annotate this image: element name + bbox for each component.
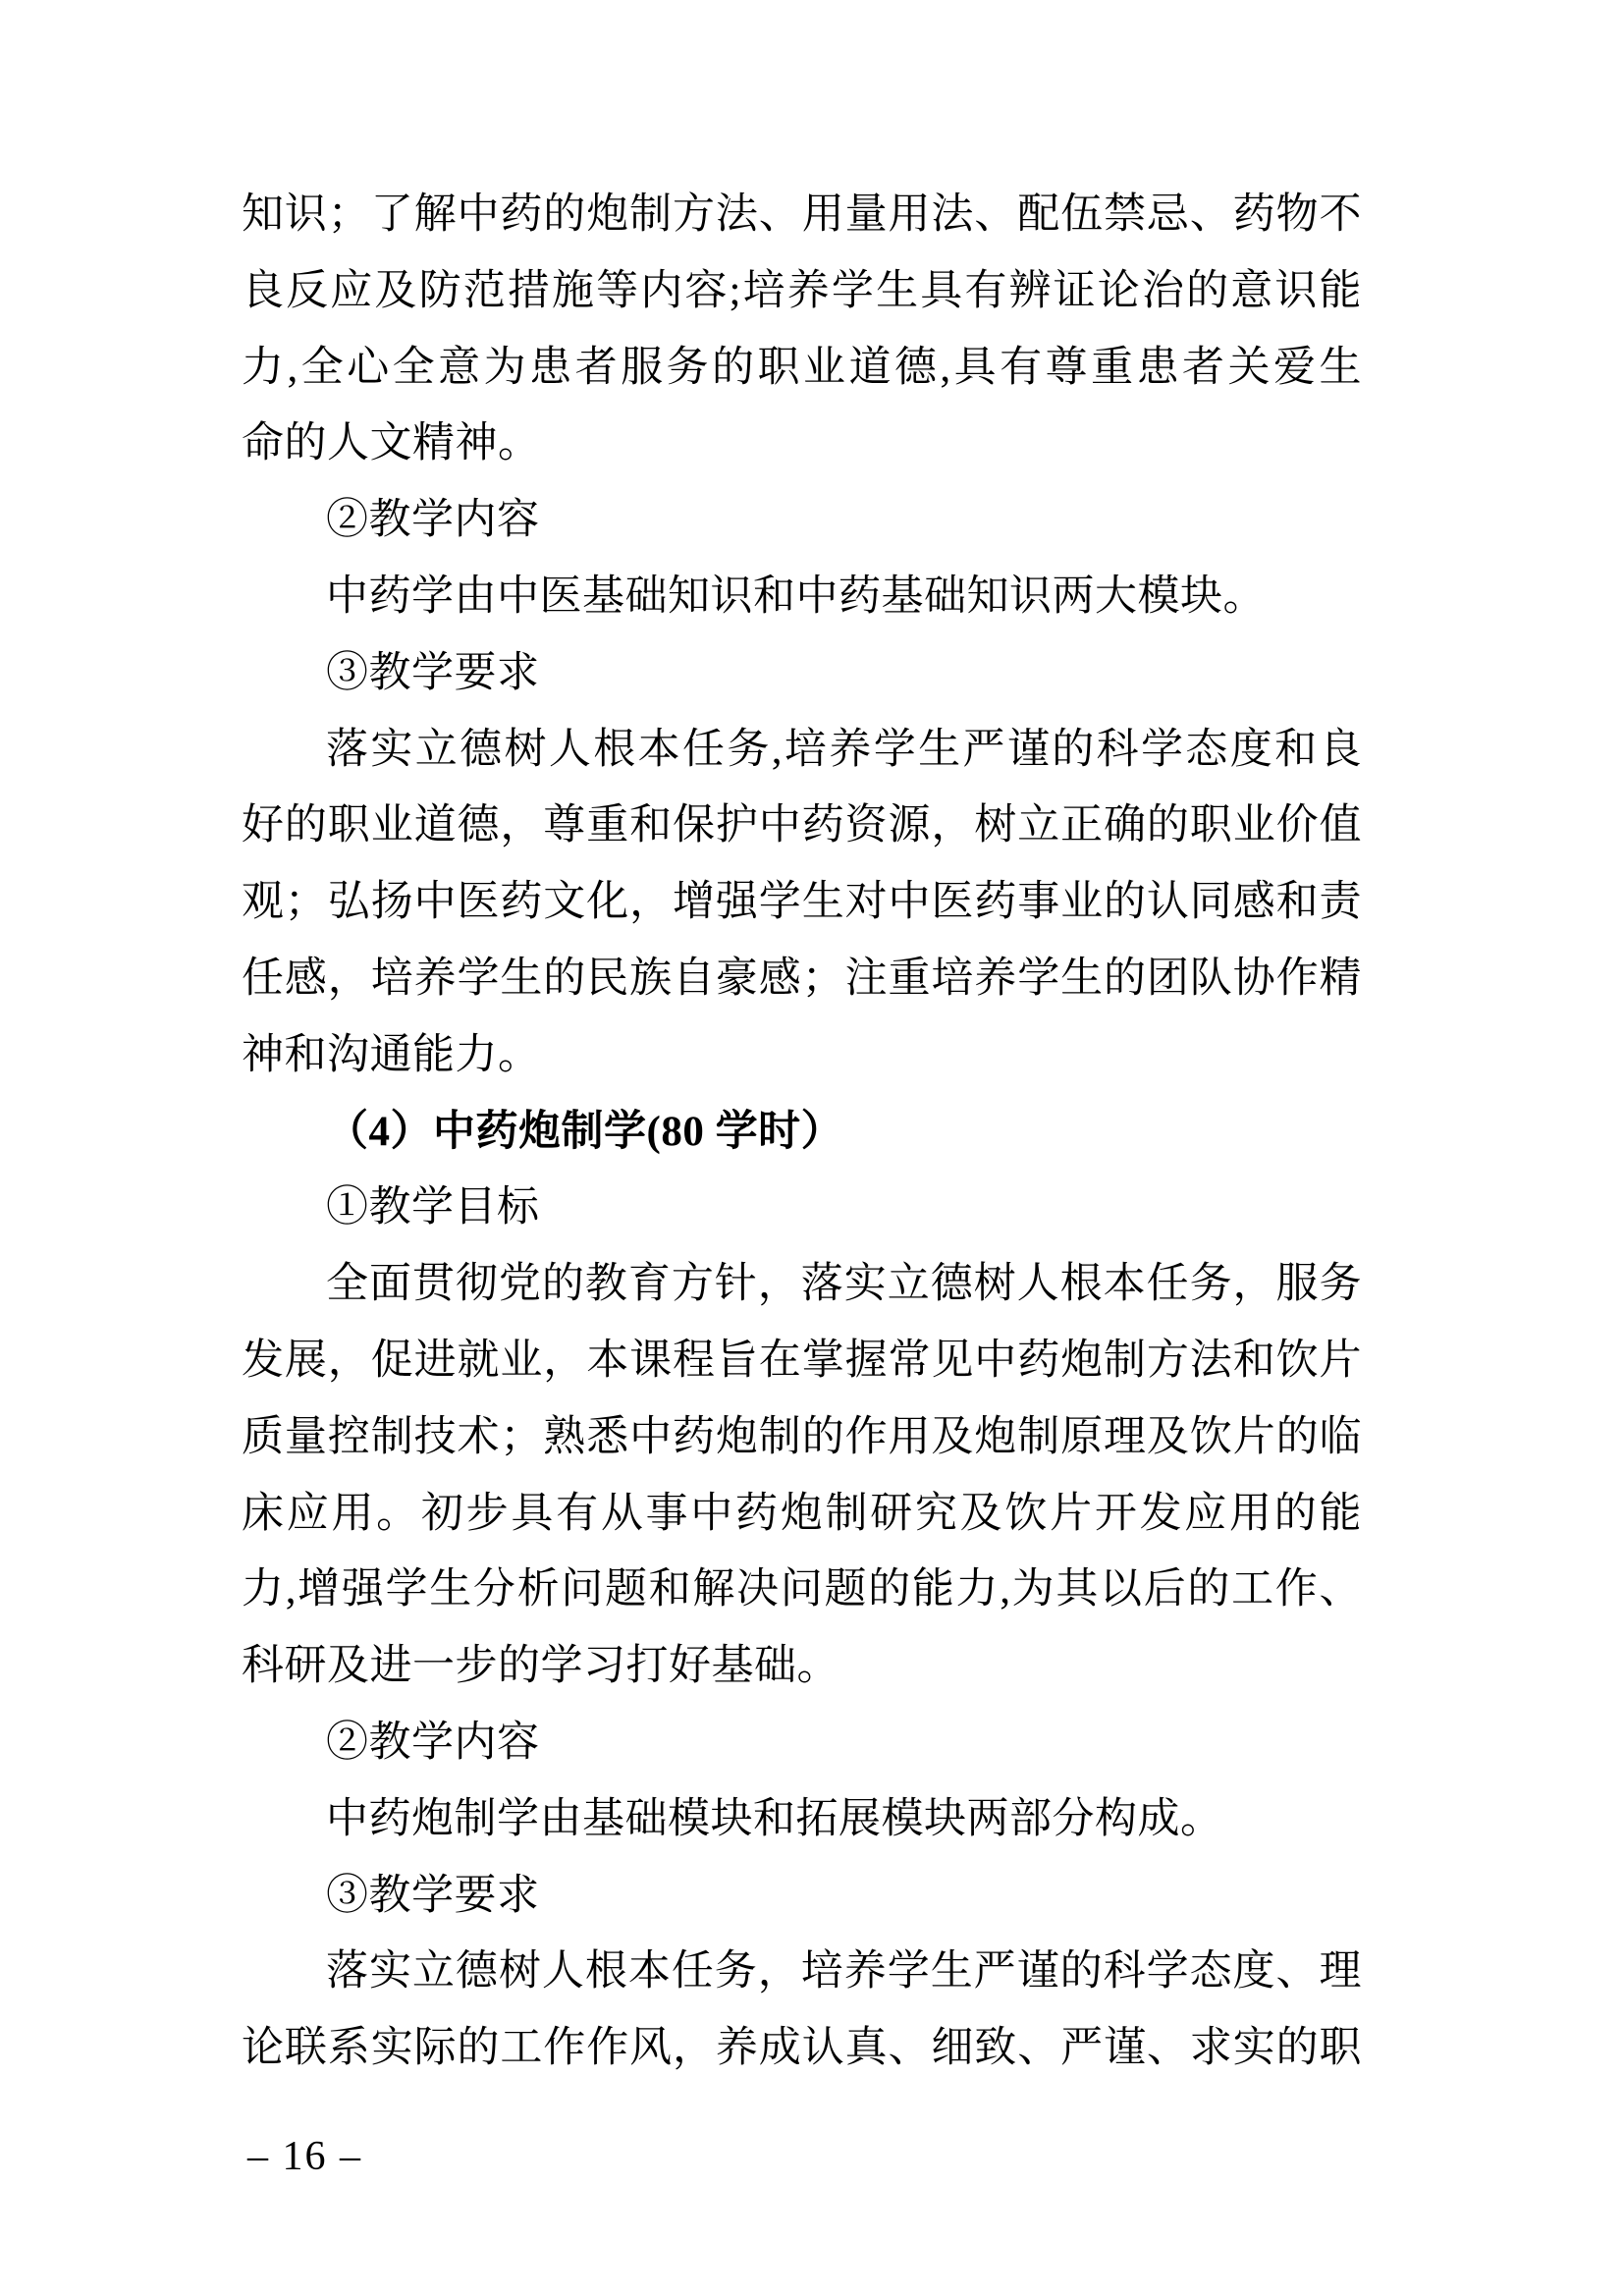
document-body	[242, 177, 1362, 2087]
body-text-line: 落实立德树人根本任务,培养学生严谨的科学态度和良	[326, 726, 1362, 773]
body-text-line: 好的职业道德，尊重和保护中药资源，树立正确的职业价值	[242, 802, 1362, 849]
body-text-line: 中药炮制学由基础模块和拓展模块两部分构成。	[326, 1795, 1223, 1842]
body-text-line: ①教学目标	[326, 1184, 540, 1231]
section-heading-line: （4）中药炮制学(80 学时）	[326, 1108, 844, 1155]
body-text-line: 科研及进一步的学习打好基础。	[242, 1643, 839, 1690]
body-text-line: ③教学要求	[326, 1872, 540, 1919]
body-text-line: 发展，促进就业，本课程旨在掌握常见中药炮制方法和饮片	[242, 1337, 1362, 1384]
body-text-line: 床应用。初步具有从事中药炮制研究及饮片开发应用的能	[242, 1490, 1362, 1537]
body-text-line: 任感，培养学生的民族自豪感；注重培养学生的团队协作精	[242, 955, 1362, 1002]
body-text-line: 力,全心全意为患者服务的职业道德,具有尊重患者关爱生	[242, 344, 1362, 391]
body-text-line: 观；弘扬中医药文化，增强学生对中医药事业的认同感和责	[242, 879, 1362, 926]
body-text-line: ②教学内容	[326, 497, 540, 544]
body-text-line: 力,增强学生分析问题和解决问题的能力,为其以后的工作、	[242, 1566, 1362, 1613]
body-text-line: ②教学内容	[326, 1719, 540, 1766]
body-text-line: ③教学要求	[326, 649, 540, 696]
body-text-line: 质量控制技术；熟悉中药炮制的作用及炮制原理及饮片的临	[242, 1413, 1362, 1460]
page-number: – 16 –	[247, 2134, 362, 2179]
body-text-line: 良反应及防范措施等内容;培养学生具有辨证论治的意识能	[242, 267, 1362, 314]
body-text-line: 落实立德树人根本任务，培养学生严谨的科学态度、理	[326, 1948, 1362, 1995]
body-text-line: 论联系实际的工作作风，养成认真、细致、严谨、求实的职	[242, 2025, 1362, 2072]
body-text-line: 中药学由中医基础知识和中药基础知识两大模块。	[326, 573, 1266, 620]
body-text-line: 全面贯彻党的教育方针，落实立德树人根本任务，服务	[326, 1261, 1362, 1308]
body-text-line: 命的人文精神。	[242, 420, 541, 467]
body-text-line: 神和沟通能力。	[242, 1031, 541, 1078]
body-text-line: 知识；了解中药的炮制方法、用量用法、配伍禁忌、药物不	[242, 191, 1362, 238]
